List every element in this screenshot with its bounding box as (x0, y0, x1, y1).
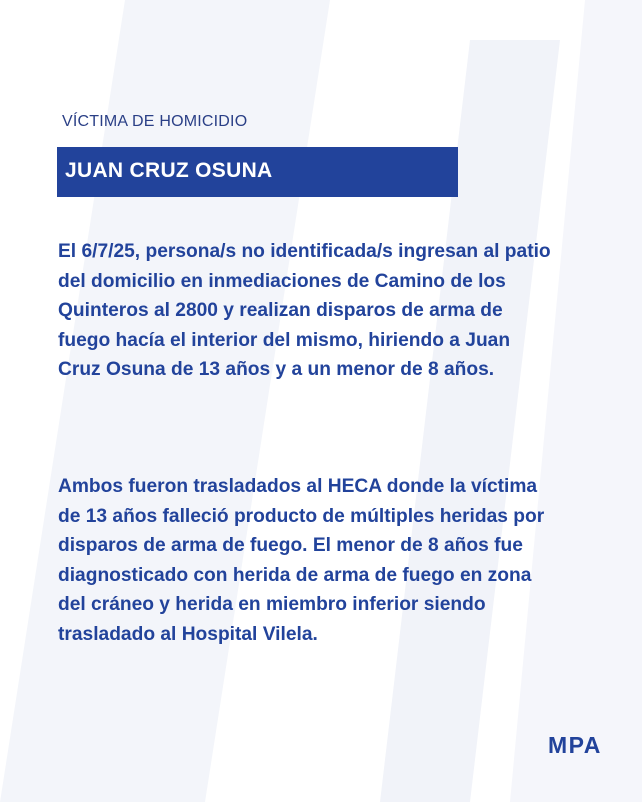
mpa-logo: MPA (548, 732, 602, 758)
incident-description: El 6/7/25, persona/s no identificada/s ingresan al patio del domicilio en inmediaciones de Camino de los Quinteros al 2800 y realizan disparos de arma de fuego hacía el interior del mismo, hiriendo a Juan Cruz Osuna de 13 años y a un menor de 8 años. (58, 241, 551, 381)
medical-outcome-description: Ambos fueron trasladados al HECA donde la víctima de 13 años falleció producto de múltiples heridas por disparos de arma de fuego. El menor de 8 años fue diagnosticado con herida de arma de fuego en zona del cráneo y herida en miembro inferior siendo trasladado al Hospital Vilela. (58, 476, 545, 645)
victim-name: JUAN CRUZ OSUNA (65, 159, 273, 182)
victim-kicker-label: VÍCTIMA DE HOMICIDIO (62, 113, 248, 130)
victim-name-band (57, 147, 458, 197)
